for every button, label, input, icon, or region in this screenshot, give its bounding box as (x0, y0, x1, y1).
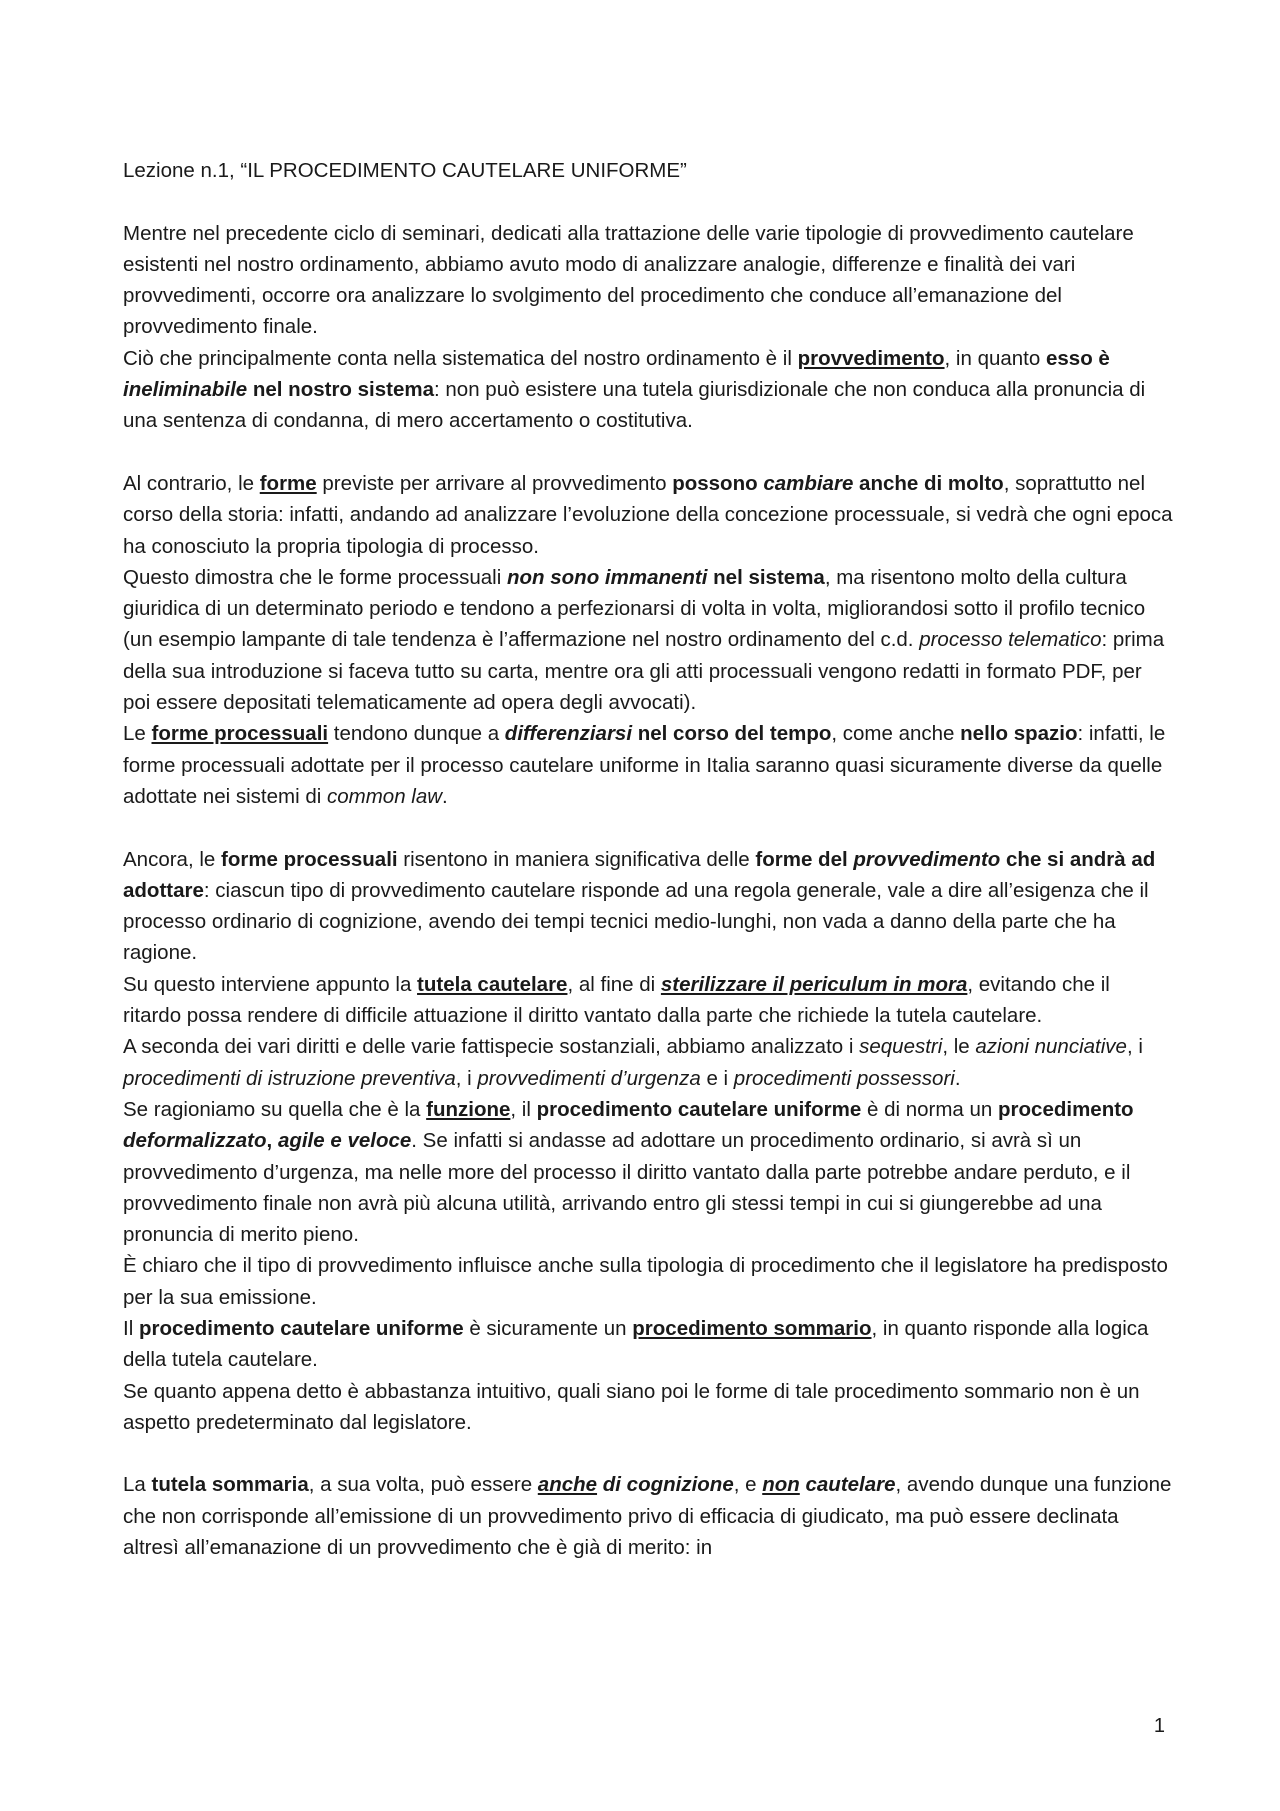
paragraph-11: Il procedimento cautelare uniforme è sicuramente un procedimento sommario, in quanto risponde alla logica della tutela cautelare. (123, 1316, 1149, 1372)
paragraph-7: Su questo interviene appunto la tutela cautelare, al fine di sterilizzare il periculum in mora, evitando che il ritardo possa rendere di difficile attuazione il diritto vantato dalla parte che richiede la tutela cautelare. (123, 972, 1110, 1028)
blank-line (123, 1438, 1173, 1469)
paragraph-1: Mentre nel precedente ciclo di seminari, dedicati alla trattazione delle varie tipologie di provvedimento cautelare esistenti nel nostro ordinamento, abbiamo avuto modo di analizzare analogie, differenze e finalità dei vari provvedimenti, occorre ora analizzare lo svolgimento del procedimento che conduce all’emanazione del provvedimento finale. (123, 221, 1134, 339)
blank-line (123, 812, 1173, 843)
paragraph-4: Questo dimostra che le forme processuali non sono immanenti nel sistema, ma risentono molto della cultura giuridica di un determinato periodo e tendono a perfezionarsi di volta in volta, migliorandosi sotto il profilo tecnico (un esempio lampante di tale tendenza è l’affermazione nel nostro ordinamento del c.d. processo telematico: prima della sua introduzione si faceva tutto su carta, mentre ora gli atti processuali vengono redatti in formato PDF, per poi essere depositati telematicamente ad opera degli avvocati). (123, 565, 1165, 715)
paragraph-9: Se ragioniamo su quella che è la funzione, il procedimento cautelare uniforme è di norma un procedimento deformalizzato, agile e veloce. Se infatti si andasse ad adottare un procedimento ordinario, si avrà sì un provvedimento d’urgenza, ma nelle more del processo il diritto vantato dalla parte potrebbe andare perduto, e il provvedimento finale non avrà più alcuna utilità, arrivando entro gli stessi tempi in cui si giungerebbe ad una pronuncia di merito pieno. (123, 1097, 1134, 1247)
paragraph-5: Le forme processuali tendono dunque a differenziarsi nel corso del tempo, come anche nello spazio: infatti, le forme processuali adottate per il processo cautelare uniforme in Italia saranno quasi sicuramente diverse da quelle adottate nei sistemi di common law. (123, 722, 1166, 808)
document-body (123, 155, 1173, 1563)
paragraph-12: Se quanto appena detto è abbastanza intuitivo, quali siano poi le forme di tale procedimento sommario non è un aspetto predeterminato dal legislatore. (123, 1379, 1140, 1434)
paragraph-2: Ciò che principalmente conta nella sistematica del nostro ordinamento è il provvedimento, in quanto esso è ineliminabile nel nostro sistema: non può esistere una tutela giurisdizionale che non conduca alla pronuncia di una sentenza di condanna, di mero accertamento o costitutiva. (123, 346, 1146, 433)
blank-line (123, 437, 1173, 468)
paragraph-13: La tutela sommaria, a sua volta, può essere anche di cognizione, e non cautelare, avendo dunque una funzione che non corrisponde all’emissione di un provvedimento privo di efficacia di giudicato, ma può essere declinata altresì all’emanazione di un provvedimento che è già di merito: in (123, 1473, 1172, 1560)
page-number: 1 (1153, 1715, 1165, 1737)
paragraph-8: A seconda dei vari diritti e delle varie fattispecie sostanziali, abbiamo analizzato i sequestri, le azioni nunciative, i procedimenti di istruzione preventiva, i provvedimenti d’urgenza e i procedimenti possessori. (123, 1035, 1143, 1090)
blank-line (123, 186, 1173, 217)
lesson-title: Lezione n.1, “IL PROCEDIMENTO CAUTELARE UNIFORME” (123, 159, 687, 182)
paragraph-10: È chiaro che il tipo di provvedimento influisce anche sulla tipologia di procedimento che il legislatore ha predisposto per la sua emissione. (123, 1254, 1168, 1309)
paragraph-3: Al contrario, le forme previste per arrivare al provvedimento possono cambiare anche di molto, soprattutto nel corso della storia: infatti, andando ad analizzare l’evoluzione della concezione processuale, si vedrà che ogni epoca ha conosciuto la propria tipologia di processo. (123, 471, 1173, 558)
paragraph-6: Ancora, le forme processuali risentono in maniera significativa delle forme del provvedimento che si andrà ad adottare: ciascun tipo di provvedimento cautelare risponde ad una regola generale, vale a dire all’esigenza che il processo ordinario di cognizione, avendo dei tempi tecnici medio-lunghi, non vada a danno della parte che ha ragione. (123, 847, 1156, 965)
